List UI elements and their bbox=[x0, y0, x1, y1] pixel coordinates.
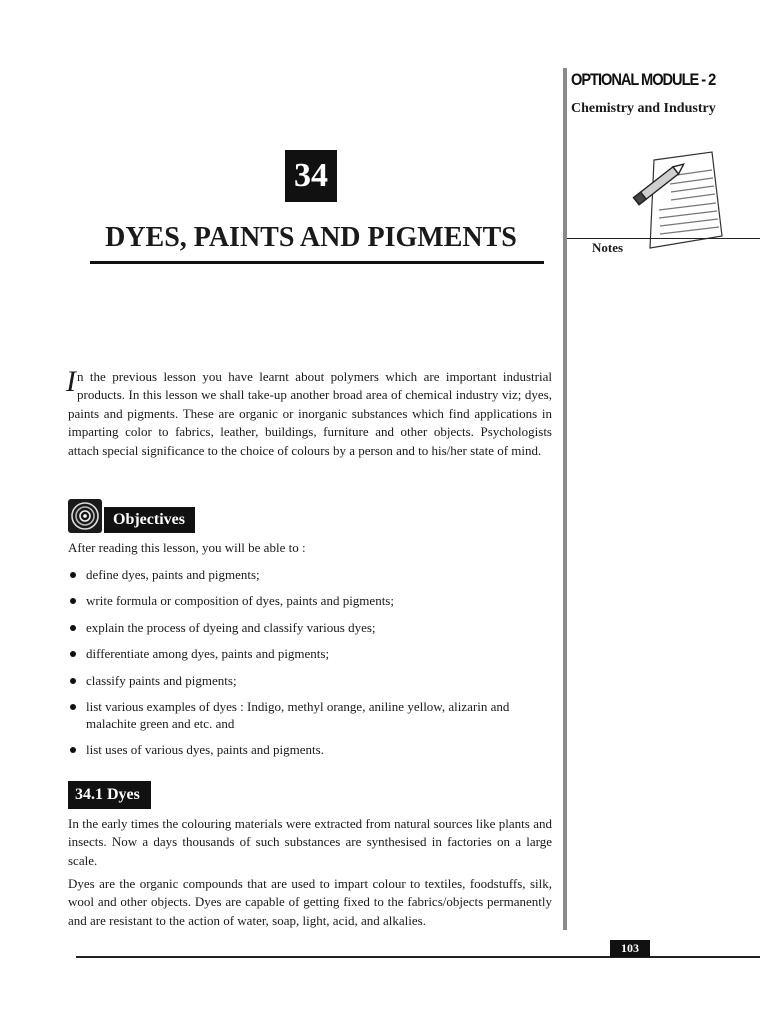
objectives-intro: After reading this lesson, you will be able to : bbox=[68, 540, 306, 555]
list-item: write formula or composition of dyes, paints and pigments; bbox=[68, 592, 554, 609]
margin-rule bbox=[563, 68, 567, 930]
notes-rule bbox=[567, 238, 760, 239]
objectives-heading: Objectives bbox=[104, 507, 195, 533]
drop-cap: I bbox=[66, 365, 76, 398]
page-number: 103 bbox=[610, 940, 650, 957]
section-paragraph: In the early times the colouring materials were extracted from natural sources like plants and insects. Now a days thousands of such substances are synthesised in factories on a large scale. bbox=[68, 816, 552, 868]
title-underline bbox=[90, 261, 544, 264]
bullet-icon bbox=[70, 572, 76, 578]
bullet-icon bbox=[70, 704, 76, 710]
list-item: differentiate among dyes, paints and pigments; bbox=[68, 645, 554, 662]
notepad-pencil-icon bbox=[624, 148, 724, 252]
spiral-target-icon bbox=[68, 499, 102, 533]
notes-label: Notes bbox=[592, 240, 624, 255]
footer-rule bbox=[76, 956, 760, 958]
section-heading: 34.1 Dyes bbox=[68, 781, 151, 809]
list-item: list uses of various dyes, paints and pigments. bbox=[68, 741, 554, 758]
list-item: define dyes, paints and pigments; bbox=[68, 566, 554, 583]
bullet-icon bbox=[70, 678, 76, 684]
list-item: classify paints and pigments; bbox=[68, 672, 554, 689]
module-subtitle: Chemistry and Industry bbox=[571, 101, 716, 116]
chapter-number: 34 bbox=[285, 150, 337, 202]
chapter-title: DYES, PAINTS AND PIGMENTS bbox=[105, 222, 517, 253]
intro-paragraph bbox=[66, 365, 552, 460]
list-item: list various examples of dyes : Indigo, methyl orange, aniline yellow, alizarin and malachite green and etc. and bbox=[68, 698, 554, 732]
list-item: explain the process of dyeing and classify various dyes; bbox=[68, 619, 554, 636]
module-title: OPTIONAL MODULE - 2 bbox=[571, 70, 716, 89]
section-paragraph: Dyes are the organic compounds that are used to impart colour to textiles, foodstuffs, silk, wool and other objects. Dyes are capable of getting fixed to the fabrics/objects permanently and are resistant to the action of water, soap, light, acid, and alkalies. bbox=[68, 876, 552, 928]
bullet-icon bbox=[70, 651, 76, 657]
bullet-icon bbox=[70, 747, 76, 753]
bullet-icon bbox=[70, 625, 76, 631]
bullet-icon bbox=[70, 598, 76, 604]
intro-text: n the previous lesson you have learnt about polymers which are important industrial products. In this lesson we shall take-up another broad area of chemical industry viz; dyes, paints and pigments. These are organic or inorganic substances which find applications in imparting color to fabrics, leather, buildings, furniture and other objects. Psychologists attach special significance to the choice of colours by a person and to his/her state of mind. bbox=[68, 369, 552, 458]
